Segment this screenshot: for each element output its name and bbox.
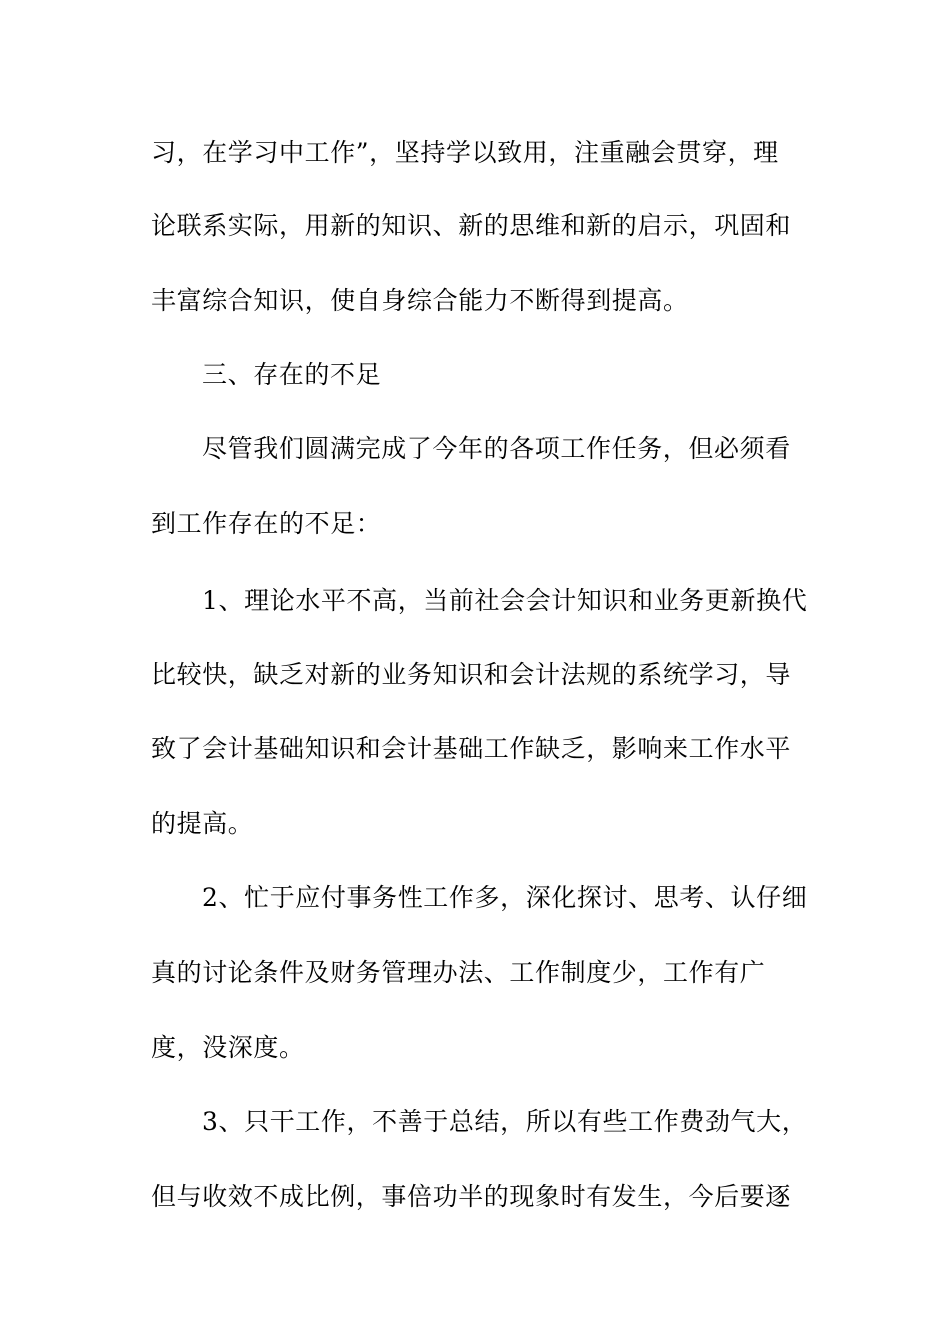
list-item-2-line: 度，没深度。 (151, 1033, 305, 1062)
body-text-line: 到工作存在的不足： (151, 509, 382, 538)
list-item-3-line: 但与收效不成比例，事倍功半的现象时有发生，今后要逐 (151, 1182, 792, 1211)
list-item-1-line: 1、理论水平不高，当前社会会计知识和业务更新换代 (202, 586, 808, 615)
list-item-2-line: 2、忙于应付事务性工作多，深化探讨、思考、认仔细 (202, 883, 808, 912)
list-item-1-line: 致了会计基础知识和会计基础工作缺乏，影响来工作水平 (151, 734, 792, 763)
list-item-1-line: 比较快，缺乏对新的业务知识和会计法规的系统学习，导 (151, 660, 792, 689)
list-item-2-line: 真的讨论条件及财务管理办法、工作制度少，工作有广 (151, 958, 766, 987)
body-text-line: 习，在学习中工作”，坚持学以致用，注重融会贯穿，理 (151, 138, 779, 167)
list-item-1-line: 的提高。 (151, 809, 254, 838)
body-text-line: 论联系实际，用新的知识、新的思维和新的启示，巩固和 (151, 211, 792, 240)
list-item-3-line: 3、只干工作，不善于总结，所以有些工作费劲气大， (202, 1107, 808, 1136)
section-heading: 三、存在的不足 (202, 360, 382, 389)
body-text-line: 尽管我们圆满完成了今年的各项工作任务，但必须看 (202, 434, 791, 463)
body-text-line: 丰富综合知识，使自身综合能力不断得到提高。 (151, 286, 689, 315)
